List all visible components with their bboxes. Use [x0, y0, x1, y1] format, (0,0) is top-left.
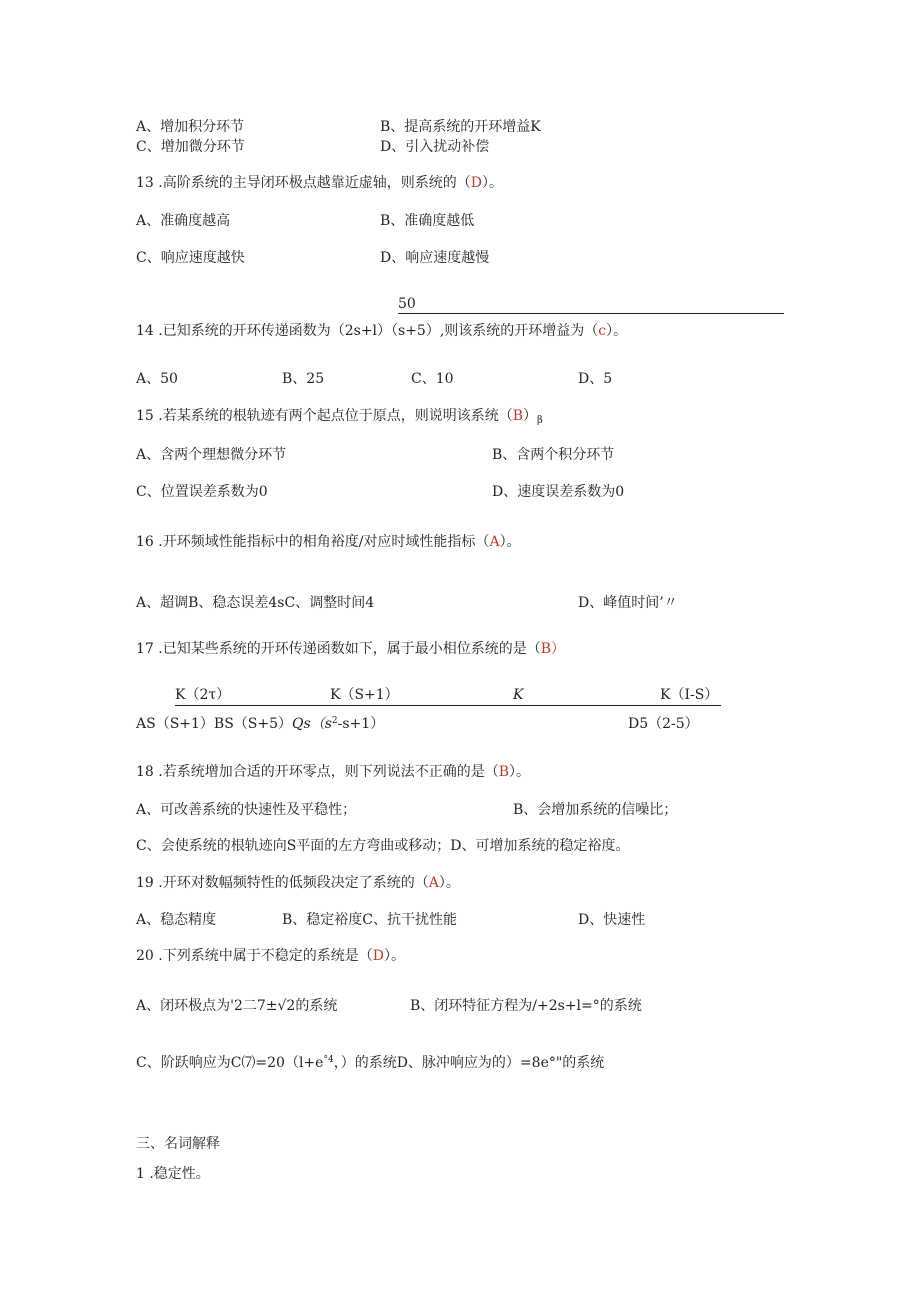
q19-answer: A: [428, 875, 439, 891]
q19-options-bc: B、稳定裕度C、抗干扰性能: [282, 912, 457, 928]
q20-stem: 20 .下列系统中属于不稳定的系统是（: [136, 948, 373, 964]
q12-option-d: D、引入扰动补偿: [380, 139, 490, 155]
q16-answer: A: [489, 534, 500, 550]
q17-denominator-rest: -s+1）: [337, 716, 385, 732]
q17-end: ）: [551, 641, 566, 657]
q17-answer: B: [540, 641, 552, 657]
q16-options-abc: A、超调B、稳态误差4sC、调整时间4: [136, 595, 375, 611]
q15-question: [136, 407, 543, 430]
q15-option-a: A、含两个理想微分环节: [136, 447, 287, 463]
q18-option-a: A、可改善系统的快速性及平稳性；: [136, 802, 357, 818]
q18-option-b: B、会增加系统的信噪比；: [513, 802, 678, 818]
q19-option-d: D、快速性: [578, 912, 646, 928]
q19-question: [136, 874, 460, 892]
q20-option-a: A、闭环极点为'2二7±√2的系统: [136, 998, 338, 1014]
q17-numerator-c: K: [513, 687, 524, 703]
q16-stem: 16 .开环频域性能指标中的相角裕度/对应时域性能指标（: [136, 534, 490, 550]
q15-end: ）: [523, 408, 538, 424]
q17-question: [136, 640, 565, 658]
q13-option-c: C、响应速度越快: [136, 250, 245, 266]
q16-question: [136, 533, 521, 551]
q15-end-sub: β: [537, 415, 543, 426]
q20-end: ）。: [383, 948, 405, 964]
q13-option-a: A、准确度越高: [136, 213, 231, 229]
q13-stem: 13 .高阶系统的主导闭环极点越靠近虚轴，则系统的（: [136, 175, 471, 191]
q16-end: ）。: [499, 534, 521, 550]
q18-answer: B: [498, 764, 510, 780]
q17-numerator-d: K（I-S）: [660, 687, 719, 703]
q14-end: ）。: [606, 323, 628, 339]
q20-option-c-sup: °4: [323, 1055, 334, 1065]
q13-question: [136, 174, 503, 192]
q17-denominator-qs: Qs: [292, 716, 311, 732]
q14-option-a: A、50: [136, 371, 178, 387]
q12-option-a: A、增加积分环节: [136, 119, 245, 135]
q20-option-c-post: ，）的系统D、脉冲响应为的）=8e°"的系统: [333, 1055, 605, 1071]
q13-option-d: D、响应速度越慢: [380, 250, 490, 266]
q12-option-c: C、增加微分环节: [136, 139, 245, 155]
q17-numerator-b: K（S+1）: [330, 687, 399, 703]
q12-option-b: B、提高系统的开环增益K: [380, 119, 541, 135]
q19-option-a: A、稳态精度: [136, 912, 217, 928]
q20-answer: D: [372, 948, 384, 964]
q13-answer: D: [470, 175, 482, 191]
q13-end: ）。: [481, 175, 503, 191]
q15-option-b: B、含两个积分环节: [492, 447, 615, 463]
q19-stem: 19 .开环对数幅频特性的低频段决定了系统的（: [136, 875, 429, 891]
q20-option-c-pre: C、阶跃响应为C⑺=20（l+e: [136, 1055, 324, 1071]
q15-option-c: C、位置误差系数为0: [136, 484, 268, 500]
q20-option-b: B、闭环特征方程为/+2s+l=°的系统: [410, 998, 642, 1014]
q15-answer: B: [512, 408, 524, 424]
q14-numerator: 50: [398, 296, 416, 312]
q17-fraction-bar: [175, 705, 721, 706]
q14-answer: c: [598, 323, 607, 339]
q15-option-d: D、速度误差系数为0: [492, 484, 625, 500]
q20-option-cd: [136, 1054, 604, 1072]
section-item-1: 1 .稳定性。: [136, 1166, 210, 1182]
q14-stem: 14 .已知系统的开环传递函数为（2s+l）（s+5）,则该系统的开环增益为（: [136, 323, 599, 339]
q17-denominator-d: D5（2-5）: [628, 716, 699, 732]
q13-option-b: B、准确度越低: [380, 213, 475, 229]
q15-stem: 15 .若某系统的根轨迹有两个起点位于原点，则说明该系统（: [136, 408, 513, 424]
q14-option-b: B、25: [282, 371, 325, 387]
q14-question: [136, 322, 627, 340]
q17-denominator-ab: AS（S+1）BS（S+5）: [136, 716, 293, 732]
q19-end: ）。: [438, 875, 460, 891]
q16-option-d: D、峰值时间’〃: [578, 595, 678, 611]
q14-option-c: C、10: [411, 371, 454, 387]
section-heading: 三、名词解释: [136, 1136, 220, 1152]
q17-denominators: [136, 715, 384, 733]
q17-stem: 17 .已知某些系统的开环传递函数如下，属于最小相位系统的是（: [136, 641, 541, 657]
q17-denominator-s: （s: [310, 716, 332, 732]
q18-question: [136, 763, 530, 781]
q14-option-d: D、5: [578, 371, 613, 387]
q18-stem: 18 .若系统增加合适的开环零点，则下列说法不正确的是（: [136, 764, 499, 780]
q17-denominator-sup: 2: [331, 716, 338, 726]
q20-question: [136, 947, 405, 965]
q18-option-cd: C、会使系统的根轨迹向S平面的左方弯曲或移动；D、可增加系统的稳定裕度。: [136, 838, 630, 854]
q17-numerator-a: K（2τ）: [175, 687, 231, 703]
q14-fraction-bar: [398, 313, 784, 314]
q18-end: ）。: [509, 764, 531, 780]
